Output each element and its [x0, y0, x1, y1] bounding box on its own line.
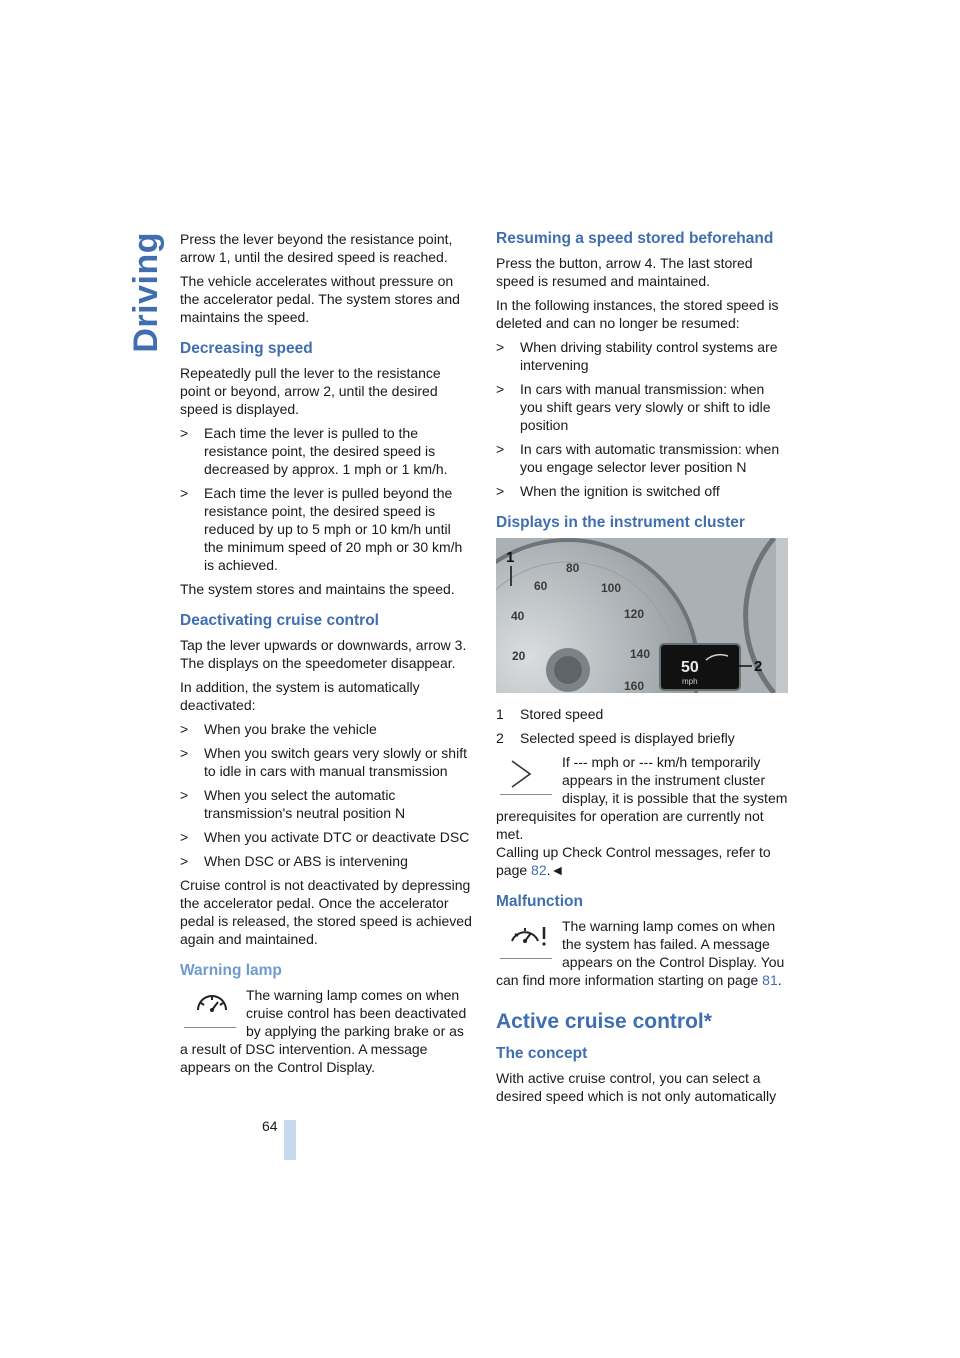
bullet-marker: > — [496, 441, 505, 457]
list-item — [180, 744, 472, 780]
list-item — [496, 380, 788, 434]
list-item-text: In cars with automatic transmission: when you engage selector lever position N — [520, 441, 780, 475]
heading-deactivating: Deactivating cruise control — [180, 612, 379, 629]
note-triangle-icon — [496, 755, 554, 805]
page-link-82[interactable]: 82 — [531, 862, 547, 878]
bullet-marker: > — [180, 829, 189, 845]
section-side-title: Driving — [127, 232, 165, 353]
list-item-text: When you activate DTC or deactivate DSC — [204, 829, 470, 845]
list-item-text: When DSC or ABS is intervening — [204, 853, 408, 869]
list-item — [180, 828, 472, 846]
note-text: If --- mph or --- km/h temporarily appears in the instrument cluster display, it is possible that the system prerequisites for operation are currently not met. — [496, 754, 788, 842]
heading-the-concept: The concept — [496, 1045, 588, 1062]
list-item-text: In cars with manual transmission: when you shift gears very slowly or shift to idle position — [520, 381, 771, 433]
heading-malfunction: Malfunction — [496, 893, 583, 910]
note-end-mark: .◄ — [546, 862, 565, 878]
svg-text:60: 60 — [534, 579, 548, 593]
page-number: 64 — [262, 1118, 278, 1134]
bullet-marker: > — [496, 483, 505, 499]
heading-resuming-speed: Resuming a speed stored beforehand — [496, 230, 774, 247]
paragraph: Repeatedly pull the lever to the resistance point or beyond, arrow 2, until the desired speed is displayed. — [180, 365, 441, 417]
paragraph: The system stores and maintains the speed. — [180, 581, 455, 597]
list-item-text: Each time the lever is pulled beyond the resistance point, the desired speed is reduced by up to 5 mph or 10 km/h until the minimum speed of 20 mph or 30 km/h is achieved. — [204, 485, 463, 573]
list-item — [496, 338, 788, 374]
svg-text:40: 40 — [511, 609, 525, 623]
heading-active-cruise-control: Active cruise control* — [496, 1010, 712, 1033]
page-marker-bar — [284, 1120, 296, 1160]
bullet-marker: > — [180, 853, 189, 869]
list-item — [180, 424, 472, 478]
note-block — [496, 753, 788, 879]
list-item — [496, 482, 788, 500]
list-item — [180, 852, 472, 870]
malfunction-text: The warning lamp comes on when the system has failed. A message appears on the Control Display. You can find more information starting on page — [496, 918, 785, 988]
svg-text:160: 160 — [624, 679, 645, 693]
list-item-text: When you switch gears very slowly or shift to idle in cars with manual transmission — [204, 745, 467, 779]
bullet-marker: > — [180, 485, 189, 501]
list-item-text: Each time the lever is pulled to the resistance point, the desired speed is decreased by approx. 1 mph or 1 km/h. — [204, 425, 448, 477]
bullet-marker: > — [180, 721, 189, 737]
list-item-text: When driving stability control systems are intervening — [520, 339, 778, 373]
display-unit: mph — [682, 677, 698, 686]
paragraph: In the following instances, the stored speed is deleted and can no longer be resumed: — [496, 297, 779, 331]
svg-text:140: 140 — [630, 647, 651, 661]
warning-lamp-note — [180, 986, 472, 1076]
svg-text:100: 100 — [601, 581, 622, 595]
bullet-marker: > — [496, 339, 505, 355]
list-item — [180, 720, 472, 738]
cruise-control-warning-icon — [180, 988, 238, 1038]
legend-text: Selected speed is displayed briefly — [520, 730, 735, 746]
heading-displays-cluster: Displays in the instrument cluster — [496, 514, 745, 531]
legend-number: 1 — [496, 706, 504, 722]
malfunction-end: . — [777, 972, 782, 988]
bullet-marker: > — [496, 381, 505, 397]
bullet-marker: > — [180, 787, 189, 803]
legend-item — [496, 705, 788, 723]
legend-text: Stored speed — [520, 706, 604, 722]
left-column — [180, 230, 472, 1076]
paragraph: With active cruise control, you can select a desired speed which is not only automatically — [496, 1070, 777, 1104]
svg-text:20: 20 — [512, 649, 526, 663]
note-text-refer: Calling up Check Control messages, refer to page — [496, 844, 771, 878]
paragraph: In addition, the system is automatically deactivated: — [180, 679, 420, 713]
instrument-cluster-illustration — [496, 538, 788, 693]
svg-text:120: 120 — [624, 607, 645, 621]
list-item-text: When you brake the vehicle — [204, 721, 377, 737]
bullet-marker: > — [180, 745, 189, 761]
heading-warning-lamp: Warning lamp — [180, 962, 282, 979]
svg-text:80: 80 — [566, 561, 580, 575]
legend-number: 2 — [496, 730, 504, 746]
paragraph: Tap the lever upwards or downwards, arrow 3. The displays on the speedometer disappear. — [180, 637, 467, 671]
callout-2: 2 — [754, 658, 763, 675]
legend-item — [496, 729, 788, 747]
paragraph: Press the lever beyond the resistance point, arrow 1, until the desired speed is reached. — [180, 231, 453, 265]
paragraph: Press the button, arrow 4. The last stored speed is resumed and maintained. — [496, 255, 753, 289]
right-column — [496, 230, 788, 1111]
heading-decreasing-speed: Decreasing speed — [180, 340, 313, 357]
list-item-text: When the ignition is switched off — [520, 483, 720, 499]
callout-1: 1 — [506, 549, 515, 566]
paragraph: The vehicle accelerates without pressure on the accelerator pedal. The system stores and maintains the speed. — [180, 273, 460, 325]
list-item-text: When you select the automatic transmission's neutral position N — [204, 787, 406, 821]
malfunction-note — [496, 917, 788, 989]
list-item — [496, 440, 788, 476]
bullet-marker: > — [180, 425, 189, 441]
warning-lamp-text: The warning lamp comes on when cruise control has been deactivated by applying the parking brake or as a result of DSC intervention. A message appears on the Control Display. — [180, 987, 467, 1075]
list-item — [180, 484, 472, 574]
cruise-control-failure-icon — [496, 919, 554, 969]
display-speed: 50 — [681, 659, 699, 676]
list-item — [180, 786, 472, 822]
page-link-81[interactable]: 81 — [762, 972, 778, 988]
paragraph: Cruise control is not deactivated by depressing the accelerator pedal. Once the accelerator pedal is released, the stored speed is achieved again and maintained. — [180, 877, 472, 947]
